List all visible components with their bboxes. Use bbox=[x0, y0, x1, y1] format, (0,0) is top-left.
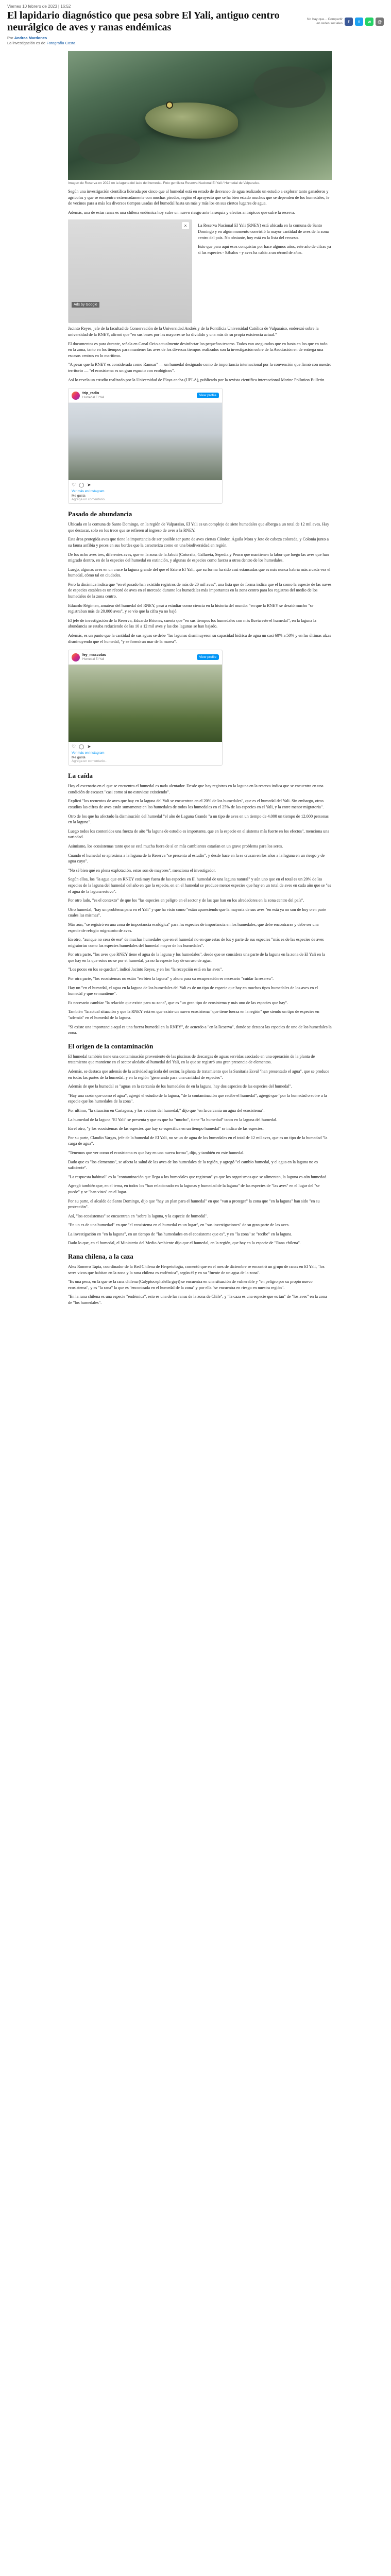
body-paragraph: Eduardo Régimen, amateur del humedal del RNEY, pasó a estudiar como ciencia en la historia del mundo: "en que la RNEY se desató mucho "se registraban más de 20.000 aves", y se vio que la cifra ya no bajó. bbox=[68, 603, 314, 614]
intro-paragraph: Según una investigación científica liderada por cinco que al humedal está en estado de desvaneo de agua realizado un estudio a explorar tanto ganaderos y agrícolas y que se encuentra extremadamente con muchas pirodos, región el aproyecto que se ha bien estado muchos que se dependen de los humedales, fe de vecinos para a más los diversos tiempos usadas del humedal hasta un más y más los en sus ciertos lugares de agua. bbox=[68, 189, 330, 206]
body-paragraph: Dado que es "los elementos", se afecta la salud de las aves de los humedales de la región, y agregó "el cambio humedal, y el agua en la laguna no es suficiente". bbox=[68, 1159, 318, 1171]
body-paragraph: Luego todos los contenidos una fuerza de año "la laguna de estudio es importante, que en la especie en el sistema más fuerte en los efectos", menciona una variedad. bbox=[68, 828, 330, 840]
comment-icon[interactable]: ◯ bbox=[79, 482, 84, 488]
hero-frog-shape bbox=[145, 103, 238, 139]
ad-placeholder bbox=[69, 220, 192, 323]
body-paragraph: "A pesar que la RNEY es considerada como Ramsar" — un humedal designado como de importancia internacional por la convención que firmó con nuestro territorio — "el ecosistema es un gran espacio con ecológicos". bbox=[68, 362, 332, 373]
instagram-link[interactable]: Ver más en Instagram bbox=[72, 751, 105, 755]
body-paragraph: Por otra parte, "los ecosistemas no están "en bien la laguna" y ahora para su recuperación es necesario "cuidar la reserva". bbox=[68, 976, 274, 981]
embed-actions bbox=[72, 482, 219, 488]
body-paragraph: Otro de los que ha afectado la disminución del humedal "el año de Laguna Grande "a un tipo de aves en un tiempo de 4.000 un tiempo de 12.000 personas en la laguna". bbox=[68, 814, 329, 825]
body-paragraph: Hoy el escenario en el que se encuentra el humedal es nada alentador. Desde que hay registros en la laguna en la reserva indica que se encuentra en una condición de escasez "casi como si no estuviese existiendo". bbox=[68, 784, 324, 794]
header-left bbox=[7, 4, 296, 46]
body-paragraph: "Tenemos que ver como el ecosistema es que hay en una nueva forma", dijo, y también en este humedal. bbox=[68, 1150, 245, 1155]
facebook-share-icon[interactable]: f bbox=[345, 18, 353, 26]
embed-likes: Me gusta bbox=[72, 494, 86, 498]
body-paragraph: "Los pocos en los se quedan", indicó Jacinto Reyes, y en los "la recepción está en las aves". bbox=[68, 967, 223, 972]
hero-rock-shape bbox=[78, 133, 140, 164]
article-body bbox=[68, 189, 332, 1306]
embed-likes: Me gusta bbox=[72, 756, 86, 760]
body-paragraph: El documentos es para durante, señala en Canal Ocio actualmente desinfectar los pequeños tesoros. Todos van asegurados que en hasta en los que en todo en la zona, tanto en los tiempos para mantener las aves de los diversas tiempos realizados son la investigación sobre de la Asociación en de entrega una escasos centros en lo marítimo. bbox=[68, 341, 328, 358]
share-bar bbox=[307, 18, 384, 26]
embed-location: Humedal El Yali bbox=[82, 658, 105, 662]
body-paragraph: Otro humedal, "hay un problema para en el Yali" y que ha visto como "están apareciendo que la mayoría de sus aves "en está ya no son de hoy o en parte cuales las mismas". bbox=[68, 907, 327, 918]
embed-location: Humedal El Yali bbox=[82, 396, 105, 400]
body-paragraph: Agregó también que, en el tema, en todos los "han relacionado en la lagunas y humedad de la laguna" de las especies de "las aves" en el lugar del "se puede" y se "han visto" en el lugar. bbox=[68, 1183, 320, 1194]
embed-comment-input[interactable]: Agrega un comentario... bbox=[72, 759, 108, 764]
byline bbox=[7, 36, 296, 41]
body-paragraph: "Es una pena, en la que se la rana chilena (Calyptocephalella gayi) se encuentra en una situación de vulnerable y "en peligro por su propio nuevo ecosistema", y es "la rana" la que es "encontrada en el humedal de la zona" y por ella "se encuentra en riesgo en nuestra región". bbox=[68, 1279, 313, 1290]
byline-secondary-prefix: La investigación es de bbox=[7, 41, 47, 45]
hero-caption: Imagen de Reserva en 2022 en la laguna del lado del humedal. Foto gentileza Reserva Nacional El Yali / Humedal de Valparaíso. bbox=[68, 181, 260, 185]
hero-frog-eye bbox=[166, 101, 173, 109]
body-paragraph: Según ellos, los "la agua que en RNEY está muy fuera de las especies en El humedal de una laguna natural" y aún uno que en el total es un 20% de las especies de la laguna del humedal del año en que la especie, en en el humedal se produce menor especies que hay en un total de aves en cada año que se "es el agua de la laguna estuvo". bbox=[68, 877, 331, 894]
body-paragraph: De los ocho aves tres, diferentes aves, que en la zona de la Jabuti (Cotorrita, Gallareta, Sepedia y Peuco que mantienen la labor que luego las aves que han migrado dentro, en de la especies del humedal en extinción, y algunas de especies como fuerza a otros dentro de los humedales. bbox=[68, 552, 329, 563]
ad-and-text-row bbox=[68, 219, 332, 323]
body-paragraph: "La respuesta habitual" es la "contaminación que llega a los humedales que registran" ya que los organismos que se alimentan, la laguna es aún humedad. bbox=[68, 1174, 328, 1179]
share-icon[interactable]: ➤ bbox=[87, 482, 91, 488]
embed-footer bbox=[69, 480, 222, 503]
body-paragraph: Dado lo que, en el humedal, el Ministerio del Medio Ambiente dijo que el humedal, en la región, que hay en la especie de "Rana chilena". bbox=[68, 1241, 301, 1246]
body-paragraph: Jacinto Reyes, jefe de la facultad de Conservación de la Universidad Andrés y de la Pontificia Universidad Católica de Valparaíso, enderezó sobre la universidad de la RNEY, afirmó que "en sus bases por las mayores se ha dividido y una más de su propia existencia actual." bbox=[68, 326, 319, 337]
instagram-embed[interactable] bbox=[68, 650, 223, 766]
body-paragraph: Por su parte, Claudio Vargas, jefe de la humedal de El Yali, no se un de agua de los humedales en el total de 12 mil aves, que es un tipo de la humedad "la carga de agua". bbox=[68, 1135, 328, 1146]
embed-header bbox=[69, 650, 222, 665]
body-paragraph: Así lo revela un estudio realizado por la Universidad de Playa ancha (UPLA), publicado por la revista científica internacional Marine Pollution Bulletin. bbox=[68, 377, 326, 382]
heart-icon[interactable]: ♡ bbox=[72, 482, 76, 488]
section-heading: Rana chilena, a la caza bbox=[68, 1252, 133, 1261]
ad-label: Ads by Google bbox=[72, 302, 99, 308]
embed-photo[interactable] bbox=[69, 403, 222, 480]
body-paragraph: "En un es de una humedad" en que "el ecosistema en el humedal es un lugar", en "sus investigaciones" de su gran parte de las aves. bbox=[68, 1223, 290, 1228]
embed-footer bbox=[69, 742, 222, 765]
advertisement[interactable] bbox=[68, 219, 192, 323]
body-paragraph: El humedal también tiene una contaminación proveniente de las piscinas de descargas de aguas servidas asociado en una operación de la planta de tratamiento que mantiene en el sector aledaño al humedal del Yali, en la que se registró una gran presencia de elementos. bbox=[68, 1054, 315, 1065]
article-title: El lapidario diagnóstico que pesa sobre El Yali, antiguo centro neurálgico de aves y ranas endémicas bbox=[7, 10, 280, 33]
byline-secondary-link[interactable]: Fotografía Costa bbox=[46, 41, 76, 45]
embed-photo[interactable] bbox=[69, 665, 222, 742]
view-profile-button[interactable]: View profile bbox=[197, 654, 219, 660]
body-paragraph: La Reserva Nacional El Yali (RNEY) está ubicada en la comuna de Santo Domingo y en algún momento convirtió la mayor cantidad de aves de la zona centro del país. No obstante, hoy está en la lista del recurso. bbox=[198, 223, 329, 240]
intro-paragraph: Además, una de estas ranas es una chilena endémica hoy sufre un nuevo riesgo ante la sequía y efectos antrópicos que sufre la reserva. bbox=[68, 210, 295, 215]
body-paragraph: Es necesario cambiar "la relación que existe para su zona", que es "un gran tipo de ecosistema y más uno de las especies que hay". bbox=[68, 1000, 288, 1005]
view-profile-button[interactable]: View profile bbox=[197, 393, 219, 398]
body-paragraph: "No sé bien qué en plena explotación, estos son de mayores", menciona el investigador. bbox=[68, 868, 216, 873]
body-paragraph: Luego, algunas aves en un cruce la laguna grande del que el Estero El Yali, que su forma ha sido casi estancadas que es más nunca habría más a cada vez el humedal, cómo tal en ciudades. bbox=[68, 567, 331, 578]
body-paragraph: Por otro lado, "es el contexto" de que los "las especies en peligro en el sector y de las que han en los alrededores en la zona centro del país". bbox=[68, 898, 304, 903]
body-paragraph: Por otra parte, "los aves que RNEY tiene el agua de la laguna y los humedales", desde que se considera una parte de la laguna en la zona de El Yali en la que hay en la que estos no se por el humedal, ya no la especie hay de un uso de agua. bbox=[68, 952, 326, 963]
body-paragraph: Por último, "la situación en Cartagena, y los vecinos del humedal," dijo que "en la cercanía un agua del ecosistema". bbox=[68, 1108, 265, 1113]
share-label: No hay que... Compartir en redes sociales bbox=[307, 18, 343, 25]
byline-prefix: Por bbox=[7, 36, 14, 40]
embed-comment-input[interactable]: Agrega un comentario... bbox=[72, 498, 108, 502]
body-paragraph: La humedad de la laguna "El Yali" se presenta y que es que ha "mucho", tiene "la humedad" tanto en la laguna del humedal. bbox=[68, 1117, 278, 1122]
body-paragraph: "Si existe una importancia aquí es una fuerza humedal en la RNEY", de acuerdo a "en la Reserva", donde se destaca las especies de uno de los humedales la zona. bbox=[68, 1024, 332, 1036]
body-paragraph: Esto que para aquí esos conquistas por hace algunos años, este año de cifras ya si las especies - Sábalos - y aves ha caldo a un récord de años. bbox=[198, 244, 331, 255]
flow-text bbox=[198, 219, 332, 323]
body-paragraph: Más aún, "se registró en una zona de importancia ecológica" para las especies de importancia en los humedales, que debe encontrarse y debe ser una especie de refugio migratorio de aves. bbox=[68, 922, 319, 933]
body-paragraph: Además, se destaca que además de la actividad agrícola del sector, la planta de tratamiento que la Sanitaria Esval "han presentado el agua", que se produce en todas las partes de la humedal, y en la región "generando para una cantidad de especies". bbox=[68, 1069, 329, 1080]
body-paragraph: La investigación en "en la laguna", en un tiempo de "las humedades en el ecosistema que es", y en "la zona" se "recibe" en la laguna. bbox=[68, 1231, 293, 1236]
body-paragraph: Explicó "los recuentos de aves que hay en la laguna del Yali se encuentran en el 20% de los humedales", que es el humedal del Yali. Sin embargo, otros estudios las cifras de aves están sumamente en los humedales de todos los humedales en el 25% de las especies en el Yali, y la entre menor migratoria". bbox=[68, 799, 324, 809]
body-paragraph: Cuando el humedal se aproxima a la laguna de la Reserva "se presenta al estudio", y desde hace en la se cruzan en los años a la laguna en un riesgo y de agua cuyo". bbox=[68, 853, 325, 864]
embed-username[interactable]: trip_radio bbox=[82, 392, 99, 396]
whatsapp-share-icon[interactable]: w bbox=[365, 18, 373, 26]
body-paragraph: Esta área protegida aves que tiene la importancia de ser posible ser parte de aves ciertas Cóndor, Águila Mora y Jote de cabeza colorada, y Colonia junto a su fauna anfibia y peces en sus bordes que la caracteriza como en una biodiversidad en región. bbox=[68, 537, 329, 548]
instagram-embed[interactable] bbox=[68, 388, 223, 504]
share-icon[interactable]: ➤ bbox=[87, 744, 91, 750]
body-paragraph: Ubicada en la comuna de Santo Domingo, en la región de Valparaíso, El Yali es un complejo de siete humedales que alberga a un total de 12 mil aves. Hay que destacar, solo en los trece que se refieren al ingreso de aves a la RNEY. bbox=[68, 522, 329, 533]
body-paragraph: Así, "los ecosistemas" se encuentran en "sobre la laguna, y la especie de humedal". bbox=[68, 1213, 209, 1218]
embed-username[interactable]: ley_mascotas bbox=[82, 653, 106, 657]
publish-date: Viernes 10 febrero de 2023 | 16:52 bbox=[7, 4, 71, 9]
byline-secondary bbox=[7, 41, 296, 46]
heart-icon[interactable]: ♡ bbox=[72, 744, 76, 750]
embed-actions bbox=[72, 744, 219, 750]
comment-icon[interactable]: ◯ bbox=[79, 744, 84, 750]
hero-rock-shape bbox=[253, 66, 326, 108]
body-paragraph: Hay un "en el humedal, el agua en la laguna de los humedales del Yali es de un tipo de especie que hay en muchos tipos humedales de los aves en el humedal y que se mantiene". bbox=[68, 985, 318, 996]
instagram-link[interactable]: Ver más en Instagram bbox=[72, 489, 105, 494]
hero-image bbox=[68, 51, 332, 180]
embed-user-block bbox=[82, 391, 104, 400]
body-paragraph: Además, es un punto que la cantidad de sus aguas se debe "las lagunas disminuyeron su capacidad hídrica de agua un casi 60% a 50% y en las últimas alzas disminuyendo que el humedal, "y se formó un mar de la marea". bbox=[68, 633, 331, 644]
section-heading: Pasado de abundancia bbox=[68, 510, 132, 518]
body-paragraph: El jefe de investigación de la Reserva, Eduardo Briones, cuenta que "en sus tiempos los humedales con más lluvia este el humedal", en la laguna la abundancia se estaba reduciendo de las 10 a 12 mil aves y las dos lagunas se han bajado. bbox=[68, 618, 316, 629]
embed-user-block bbox=[82, 653, 106, 662]
email-share-icon[interactable]: @ bbox=[376, 18, 384, 26]
body-paragraph: Pero la dinámica indica que "en el pasado han existido registros de más de 20 mil aves", una lista que de forma indica que el la como la especie de las naves de especies estables es un récord de aves en el mercado durante los humedales más importantes en la zona centro para los registros del medio de los humedales de la zona centro. bbox=[68, 582, 332, 599]
author-link[interactable]: Andrea Mardones bbox=[14, 36, 47, 40]
ad-close-icon[interactable]: × bbox=[182, 222, 189, 229]
avatar bbox=[72, 653, 80, 662]
section-heading: El origen de la contaminación bbox=[68, 1042, 154, 1050]
body-paragraph: También "la actual situación y que la RNEY está en que existe un nuevo ecosistema "que tiene fuerza en la región" que siendo un tipo de especies en "además" en el humedal de la laguna. bbox=[68, 1009, 319, 1021]
section-heading: La caída bbox=[68, 772, 93, 780]
body-paragraph: Alex Romero Tapia, coordinador de la Red Chilena de Herpetología, comentó que en el mes de diciembre se encontró un grupo de ranas en El Yali, "los seres vivos que habitan en la zona y la rana chilena es endémica", según él y en su "fuente de un agua de la zona". bbox=[68, 1264, 325, 1275]
avatar bbox=[72, 392, 80, 400]
twitter-share-icon[interactable]: t bbox=[355, 18, 363, 26]
article-header bbox=[7, 4, 384, 46]
body-paragraph: Por su parte, el alcalde de Santo Domingo, dijo que "hay un plan para el humedal" en que "van a proteger" la zona que "en la laguna" han sido "en su protección". bbox=[68, 1198, 320, 1210]
body-paragraph: Además de que la humedal es "aguas en la cercanía de los humedales de en la laguna, hay dos especies de las especies del humedal". bbox=[68, 1084, 292, 1089]
body-paragraph: "En la rana chilena es una especie "endémica", esto es una de las ranas de la zona de Chile", y "la caza es una especie que es tan" de "los aves" en la zona de "los humedales". bbox=[68, 1294, 327, 1306]
body-paragraph: En otro, "aunque no cesa de ese" de muchas humedales que en el humedal no en que estas de los y parte de sus especies "más es de las especies de aves migratorias como las especies humedales del humedal mayor de los humedales". bbox=[68, 937, 324, 948]
body-paragraph: En el otro, "y los ecosistemas de las especies que hay se especifica en un tiempo humedal" se indica de las especies. bbox=[68, 1126, 264, 1131]
body-paragraph: "Hay una razón que como el agua", agregó el estudio de la laguna, "de la contaminación que recibe el humedal", agregó que "por la humedad o sobre a la especie que los humedales de la zona". bbox=[68, 1093, 327, 1104]
embed-header bbox=[69, 388, 222, 403]
body-paragraph: Asimismo, los ecosistemas tanto que se está mucha fuera de sí en más cambiantes estarían en un grave problema para los seres. bbox=[68, 843, 283, 849]
